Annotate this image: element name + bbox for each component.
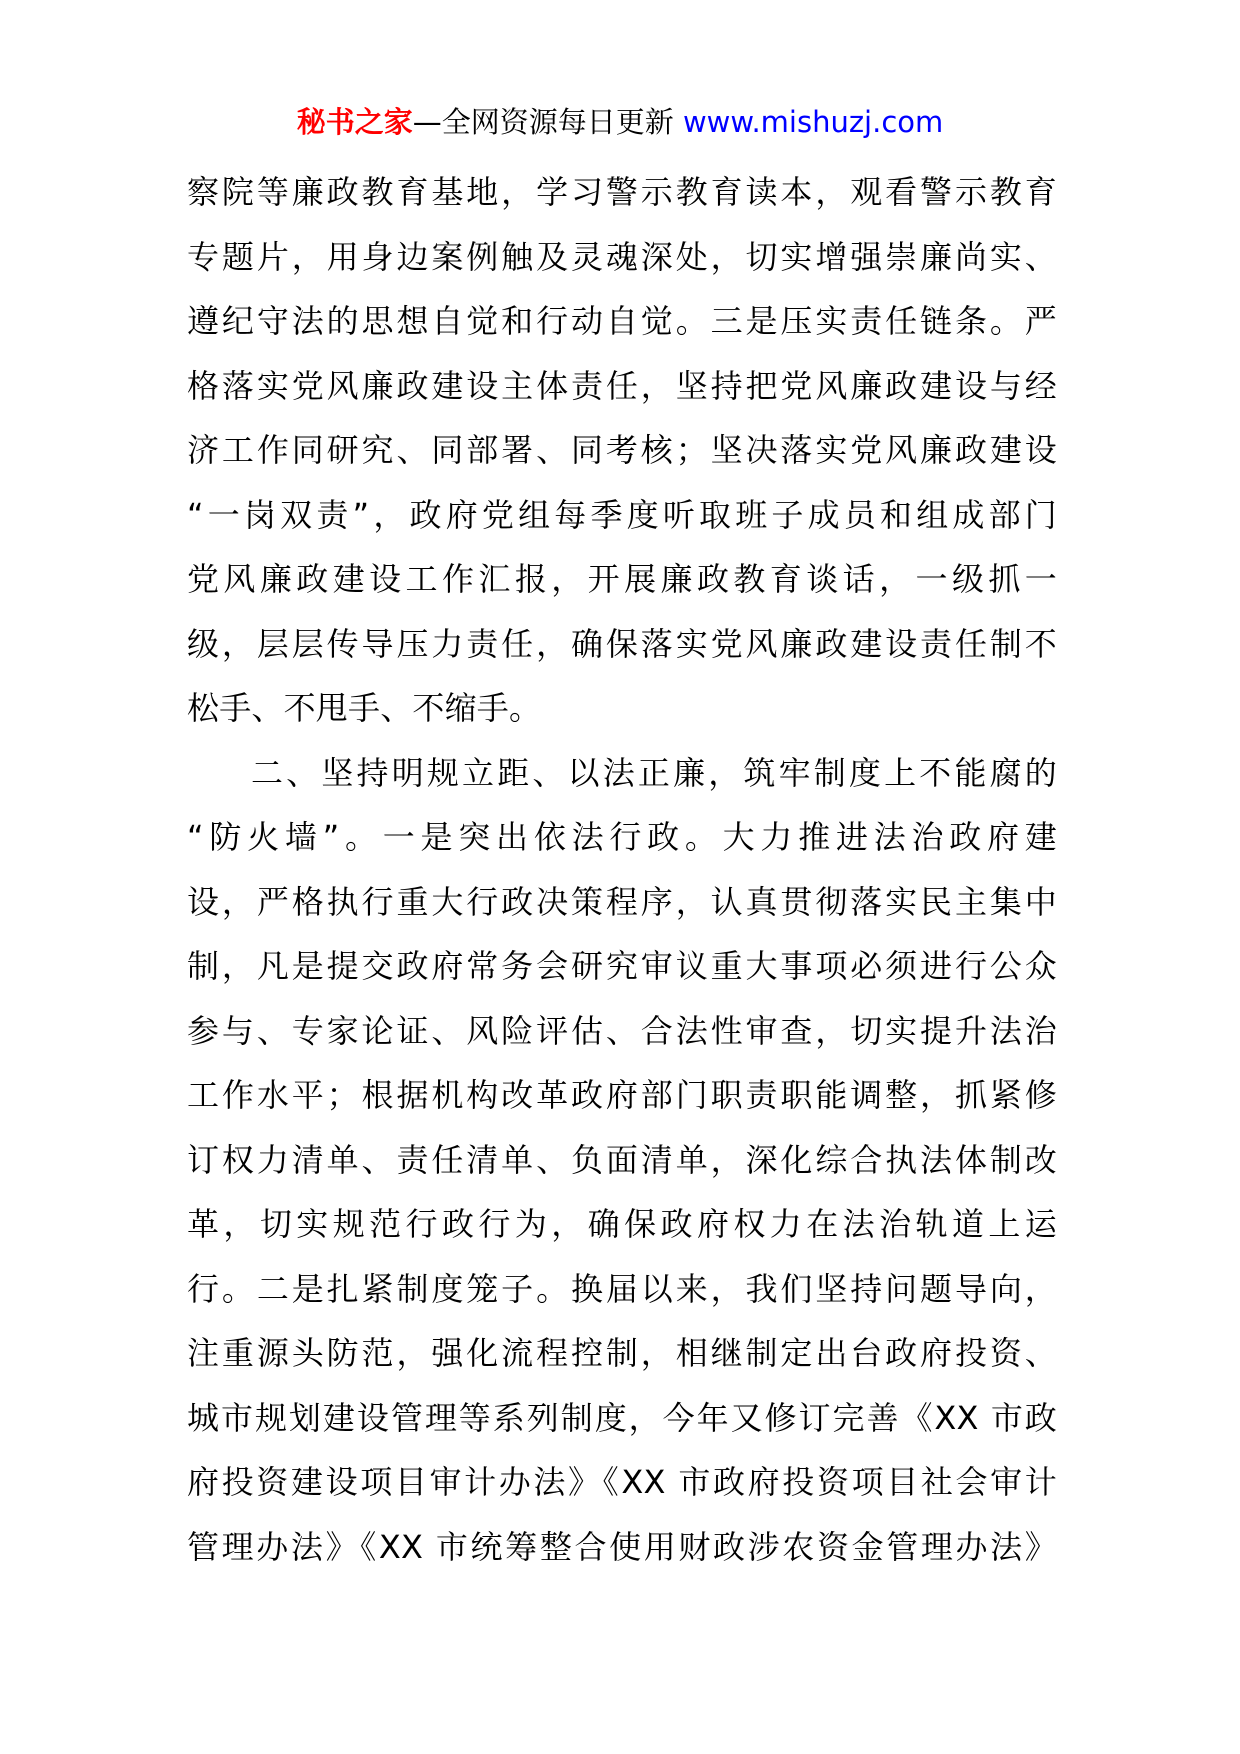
header-url[interactable]: www.mishuzj.com: [682, 105, 944, 139]
section-heading-line: 二、坚持明规立距、以法正廉，筑牢制度上不能腐的: [251, 753, 1057, 792]
header-brand: 秘书之家: [296, 105, 413, 139]
text-line: 党风廉政建设工作汇报，开展廉政教育谈话，一级抓一: [187, 560, 1057, 598]
text-line: 城市规划建设管理等系列制度，今年又修订完善《XX 市政: [187, 1398, 1057, 1437]
text-line: 专题片，用身边案例触及灵魂深处，切实增强崇廉尚实、: [187, 237, 1057, 276]
text-line: 察院等廉政教育基地，学习警示教育读本，观看警示教育: [187, 173, 1057, 211]
text-line: 级，层层传导压力责任，确保落实党风廉政建设责任制不: [187, 624, 1057, 663]
text-line: 行。二是扎紧制度笼子。换届以来，我们坚持问题导向，: [187, 1269, 1057, 1308]
text-line: 松手、不甩手、不缩手。: [187, 689, 542, 727]
header-tagline: —全网资源每日更新: [412, 105, 683, 139]
document-body: [187, 160, 1057, 1579]
text-line: 济工作同研究、同部署、同考核；坚决落实党风廉政建设: [187, 431, 1057, 469]
text-line: 参与、专家论证、风险评估、合法性审查，切实提升法治: [187, 1011, 1057, 1050]
text-line: “防火墙”。一是突出依法行政。大力推进法治政府建: [187, 818, 1057, 856]
text-line: 管理办法》《XX 市统筹整合使用财政涉农资金管理办法》: [187, 1527, 1057, 1566]
text-line: 制，凡是提交政府常务会研究审议重大事项必须进行公众: [187, 947, 1057, 985]
text-line: 遵纪守法的思想自觉和行动自觉。三是压实责任链条。严: [187, 302, 1057, 340]
text-line: 注重源头防范，强化流程控制，相继制定出台政府投资、: [187, 1334, 1057, 1372]
text-line: 订权力清单、责任清单、负面清单，深化综合执法体制改: [187, 1140, 1057, 1179]
text-line: 设，严格执行重大行政决策程序，认真贯彻落实民主集中: [187, 882, 1057, 921]
text-line: 革，切实规范行政行为，确保政府权力在法治轨道上运: [187, 1205, 1057, 1243]
text-line: 府投资建设项目审计办法》《XX 市政府投资项目社会审计: [187, 1463, 1057, 1501]
text-line: “一岗双责”，政府党组每季度听取班子成员和组成部门: [187, 495, 1057, 534]
page-header: [0, 102, 1240, 142]
text-line: 工作水平；根据机构改革政府部门职责职能调整，抓紧修: [187, 1076, 1057, 1114]
text-line: 格落实党风廉政建设主体责任，坚持把党风廉政建设与经: [187, 366, 1057, 405]
